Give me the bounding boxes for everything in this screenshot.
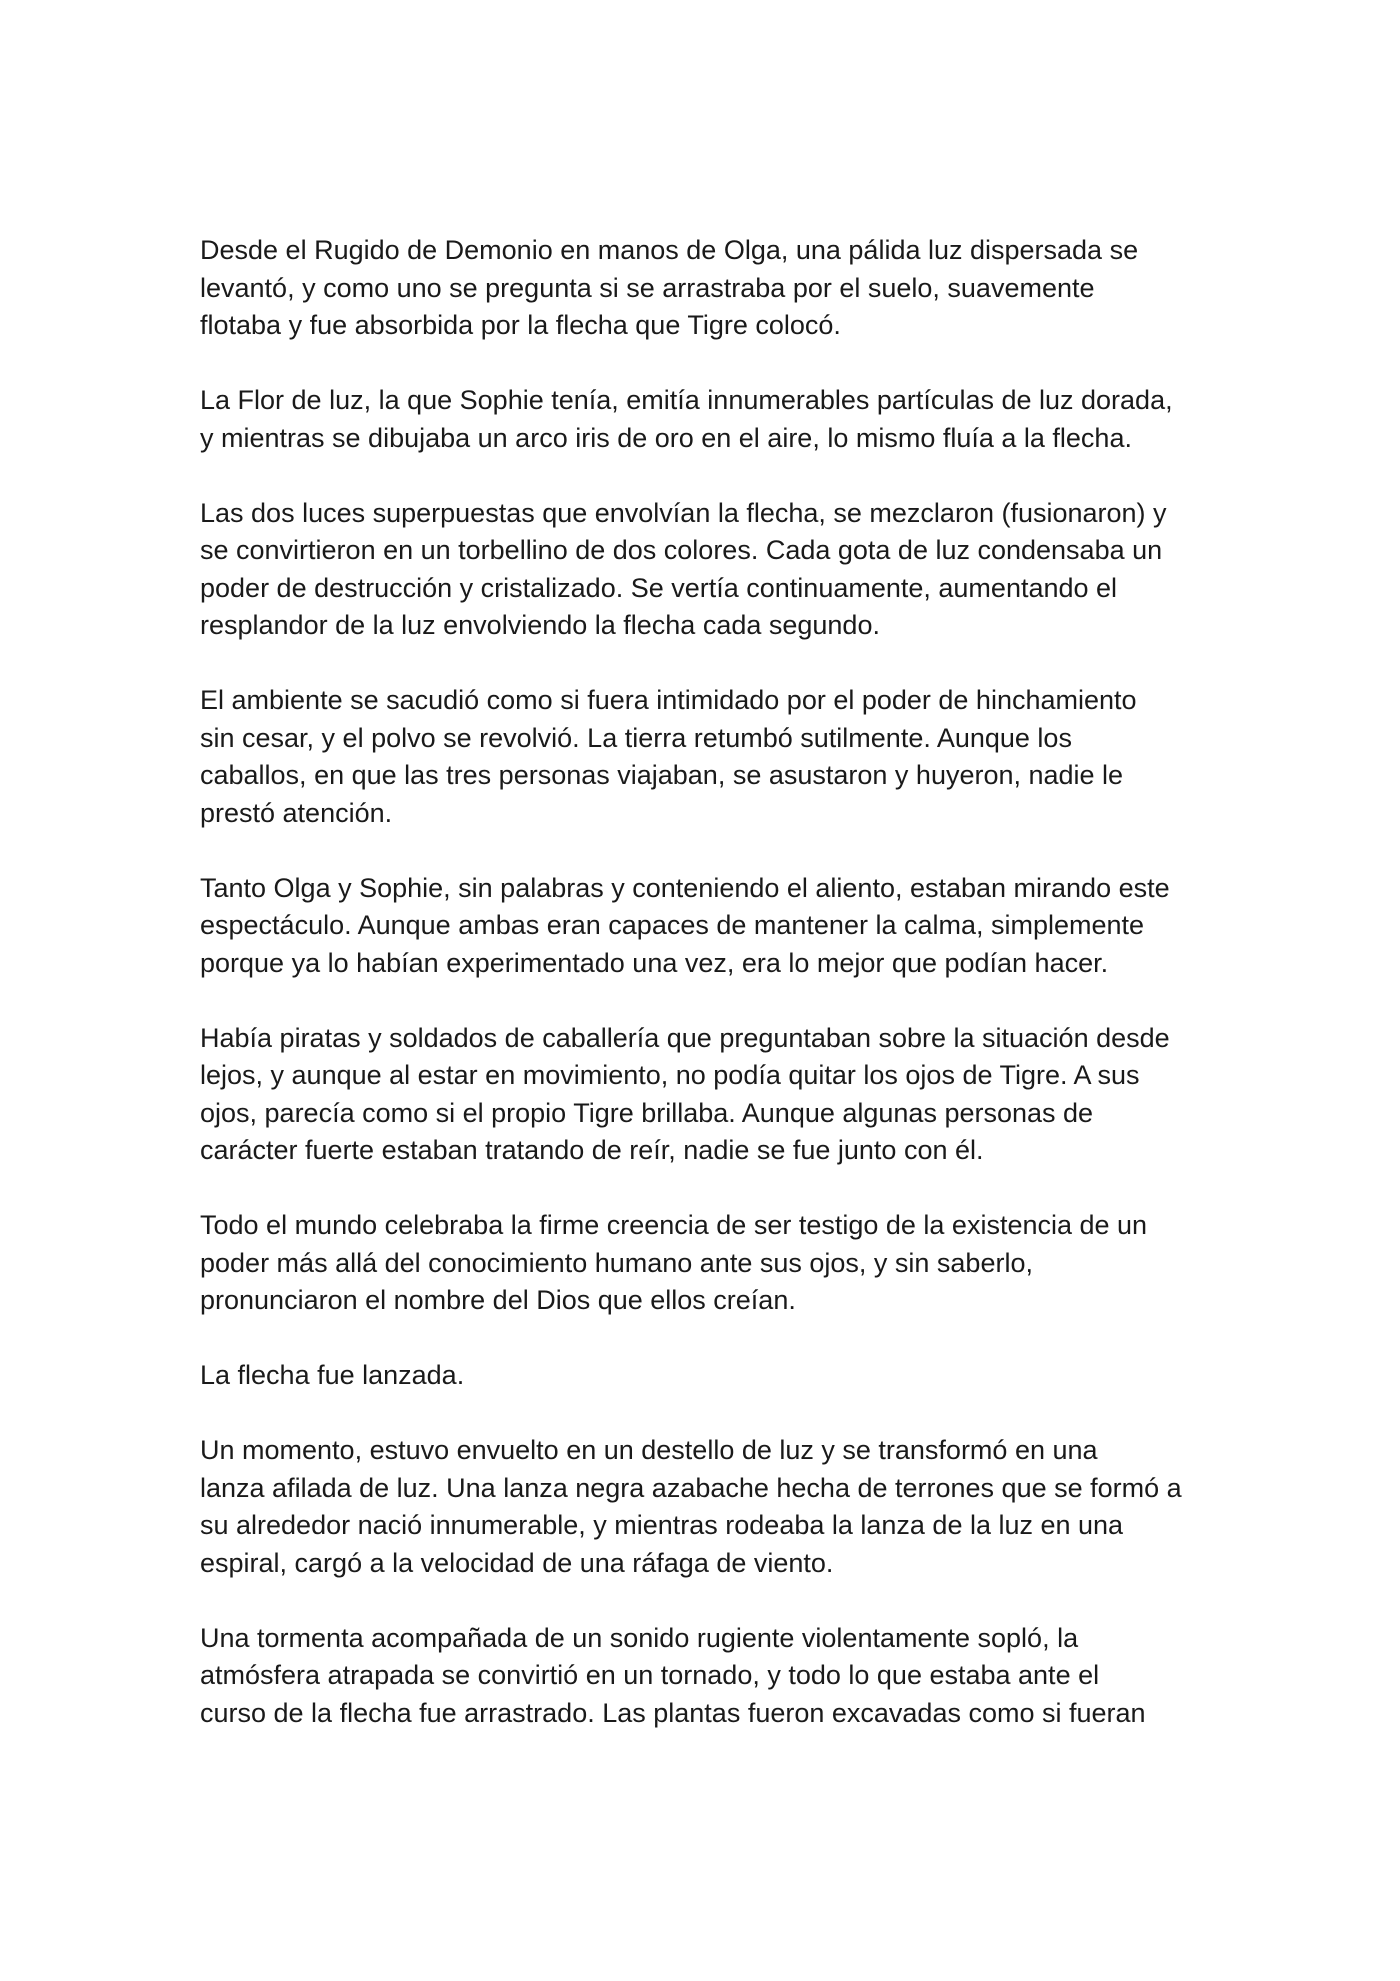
- text-line: Las dos luces superpuestas que envolvían la flecha, se mezclaron (fusionaron) y: [200, 497, 1167, 528]
- paragraph: [200, 1020, 1210, 1170]
- text-line: Había piratas y soldados de caballería que preguntaban sobre la situación desde: [200, 1022, 1170, 1053]
- text-line: caballos, en que las tres personas viajaban, se asustaron y huyeron, nadie le: [200, 760, 1124, 790]
- paragraph: [200, 1620, 1210, 1733]
- text-line: y mientras se dibujaba un arco iris de oro en el aire, lo mismo fluía a la flecha.: [200, 422, 1132, 453]
- paragraph: [200, 682, 1210, 832]
- paragraph: [200, 1357, 1210, 1395]
- paragraph: [200, 1207, 1210, 1320]
- text-line: sin cesar, y el polvo se revolvió. La tierra retumbó sutilmente. Aunque los: [200, 722, 1072, 753]
- text-line: poder de destrucción y cristalizado. Se vertía continuamente, aumentando el: [200, 572, 1118, 603]
- body-text: [200, 232, 1210, 1770]
- paragraph: [200, 382, 1210, 457]
- text-line: Desde el Rugido de Demonio en manos de Olga, una pálida luz dispersada se: [200, 235, 1139, 265]
- text-line: levantó, y como uno se pregunta si se arrastraba por el suelo, suavemente: [200, 272, 1095, 303]
- paragraph: [200, 232, 1210, 345]
- text-line: Una tormenta acompañada de un sonido rugiente violentamente sopló, la: [200, 1622, 1079, 1653]
- text-line: curso de la flecha fue arrastrado. Las plantas fueron excavadas como si fueran: [200, 1697, 1146, 1728]
- text-line: resplandor de la luz envolviendo la flecha cada segundo.: [200, 610, 880, 640]
- text-line: lanza afilada de luz. Una lanza negra azabache hecha de terrones que se formó a: [200, 1472, 1182, 1503]
- text-line: La Flor de luz, la que Sophie tenía, emitía innumerables partículas de luz dorada,: [200, 385, 1173, 415]
- paragraph: [200, 1432, 1210, 1582]
- text-line: prestó atención.: [200, 797, 393, 828]
- text-line: carácter fuerte estaban tratando de reír, nadie se fue junto con él.: [200, 1135, 984, 1165]
- text-line: atmósfera atrapada se convirtió en un tornado, y todo lo que estaba ante el: [200, 1660, 1100, 1690]
- text-line: El ambiente se sacudió como si fuera intimidado por el poder de hinchamiento: [200, 685, 1137, 715]
- text-line: porque ya lo habían experimentado una vez, era lo mejor que podían hacer.: [200, 947, 1109, 978]
- text-line: espiral, cargó a la velocidad de una ráfaga de viento.: [200, 1547, 834, 1578]
- text-line: flotaba y fue absorbida por la flecha que Tigre colocó.: [200, 310, 841, 340]
- text-line: se convirtieron en un torbellino de dos colores. Cada gota de luz condensaba un: [200, 535, 1163, 565]
- text-line: pronunciaron el nombre del Dios que ellos creían.: [200, 1285, 796, 1315]
- text-line: Un momento, estuvo envuelto en un destello de luz y se transformó en una: [200, 1435, 1098, 1465]
- text-line: poder más allá del conocimiento humano ante sus ojos, y sin saberlo,: [200, 1247, 1033, 1278]
- text-line: espectáculo. Aunque ambas eran capaces de mantener la calma, simplemente: [200, 910, 1145, 940]
- paragraph: [200, 495, 1210, 645]
- text-line: La flecha fue lanzada.: [200, 1360, 465, 1390]
- text-line: Tanto Olga y Sophie, sin palabras y conteniendo el aliento, estaban mirando este: [200, 872, 1170, 903]
- text-line: lejos, y aunque al estar en movimiento, no podía quitar los ojos de Tigre. A sus: [200, 1060, 1140, 1090]
- text-line: su alrededor nació innumerable, y mientras rodeaba la lanza de la luz en una: [200, 1510, 1124, 1540]
- text-line: ojos, parecía como si el propio Tigre brillaba. Aunque algunas personas de: [200, 1097, 1094, 1128]
- text-line: Todo el mundo celebraba la firme creencia de ser testigo de la existencia de un: [200, 1210, 1148, 1240]
- paragraph: [200, 870, 1210, 983]
